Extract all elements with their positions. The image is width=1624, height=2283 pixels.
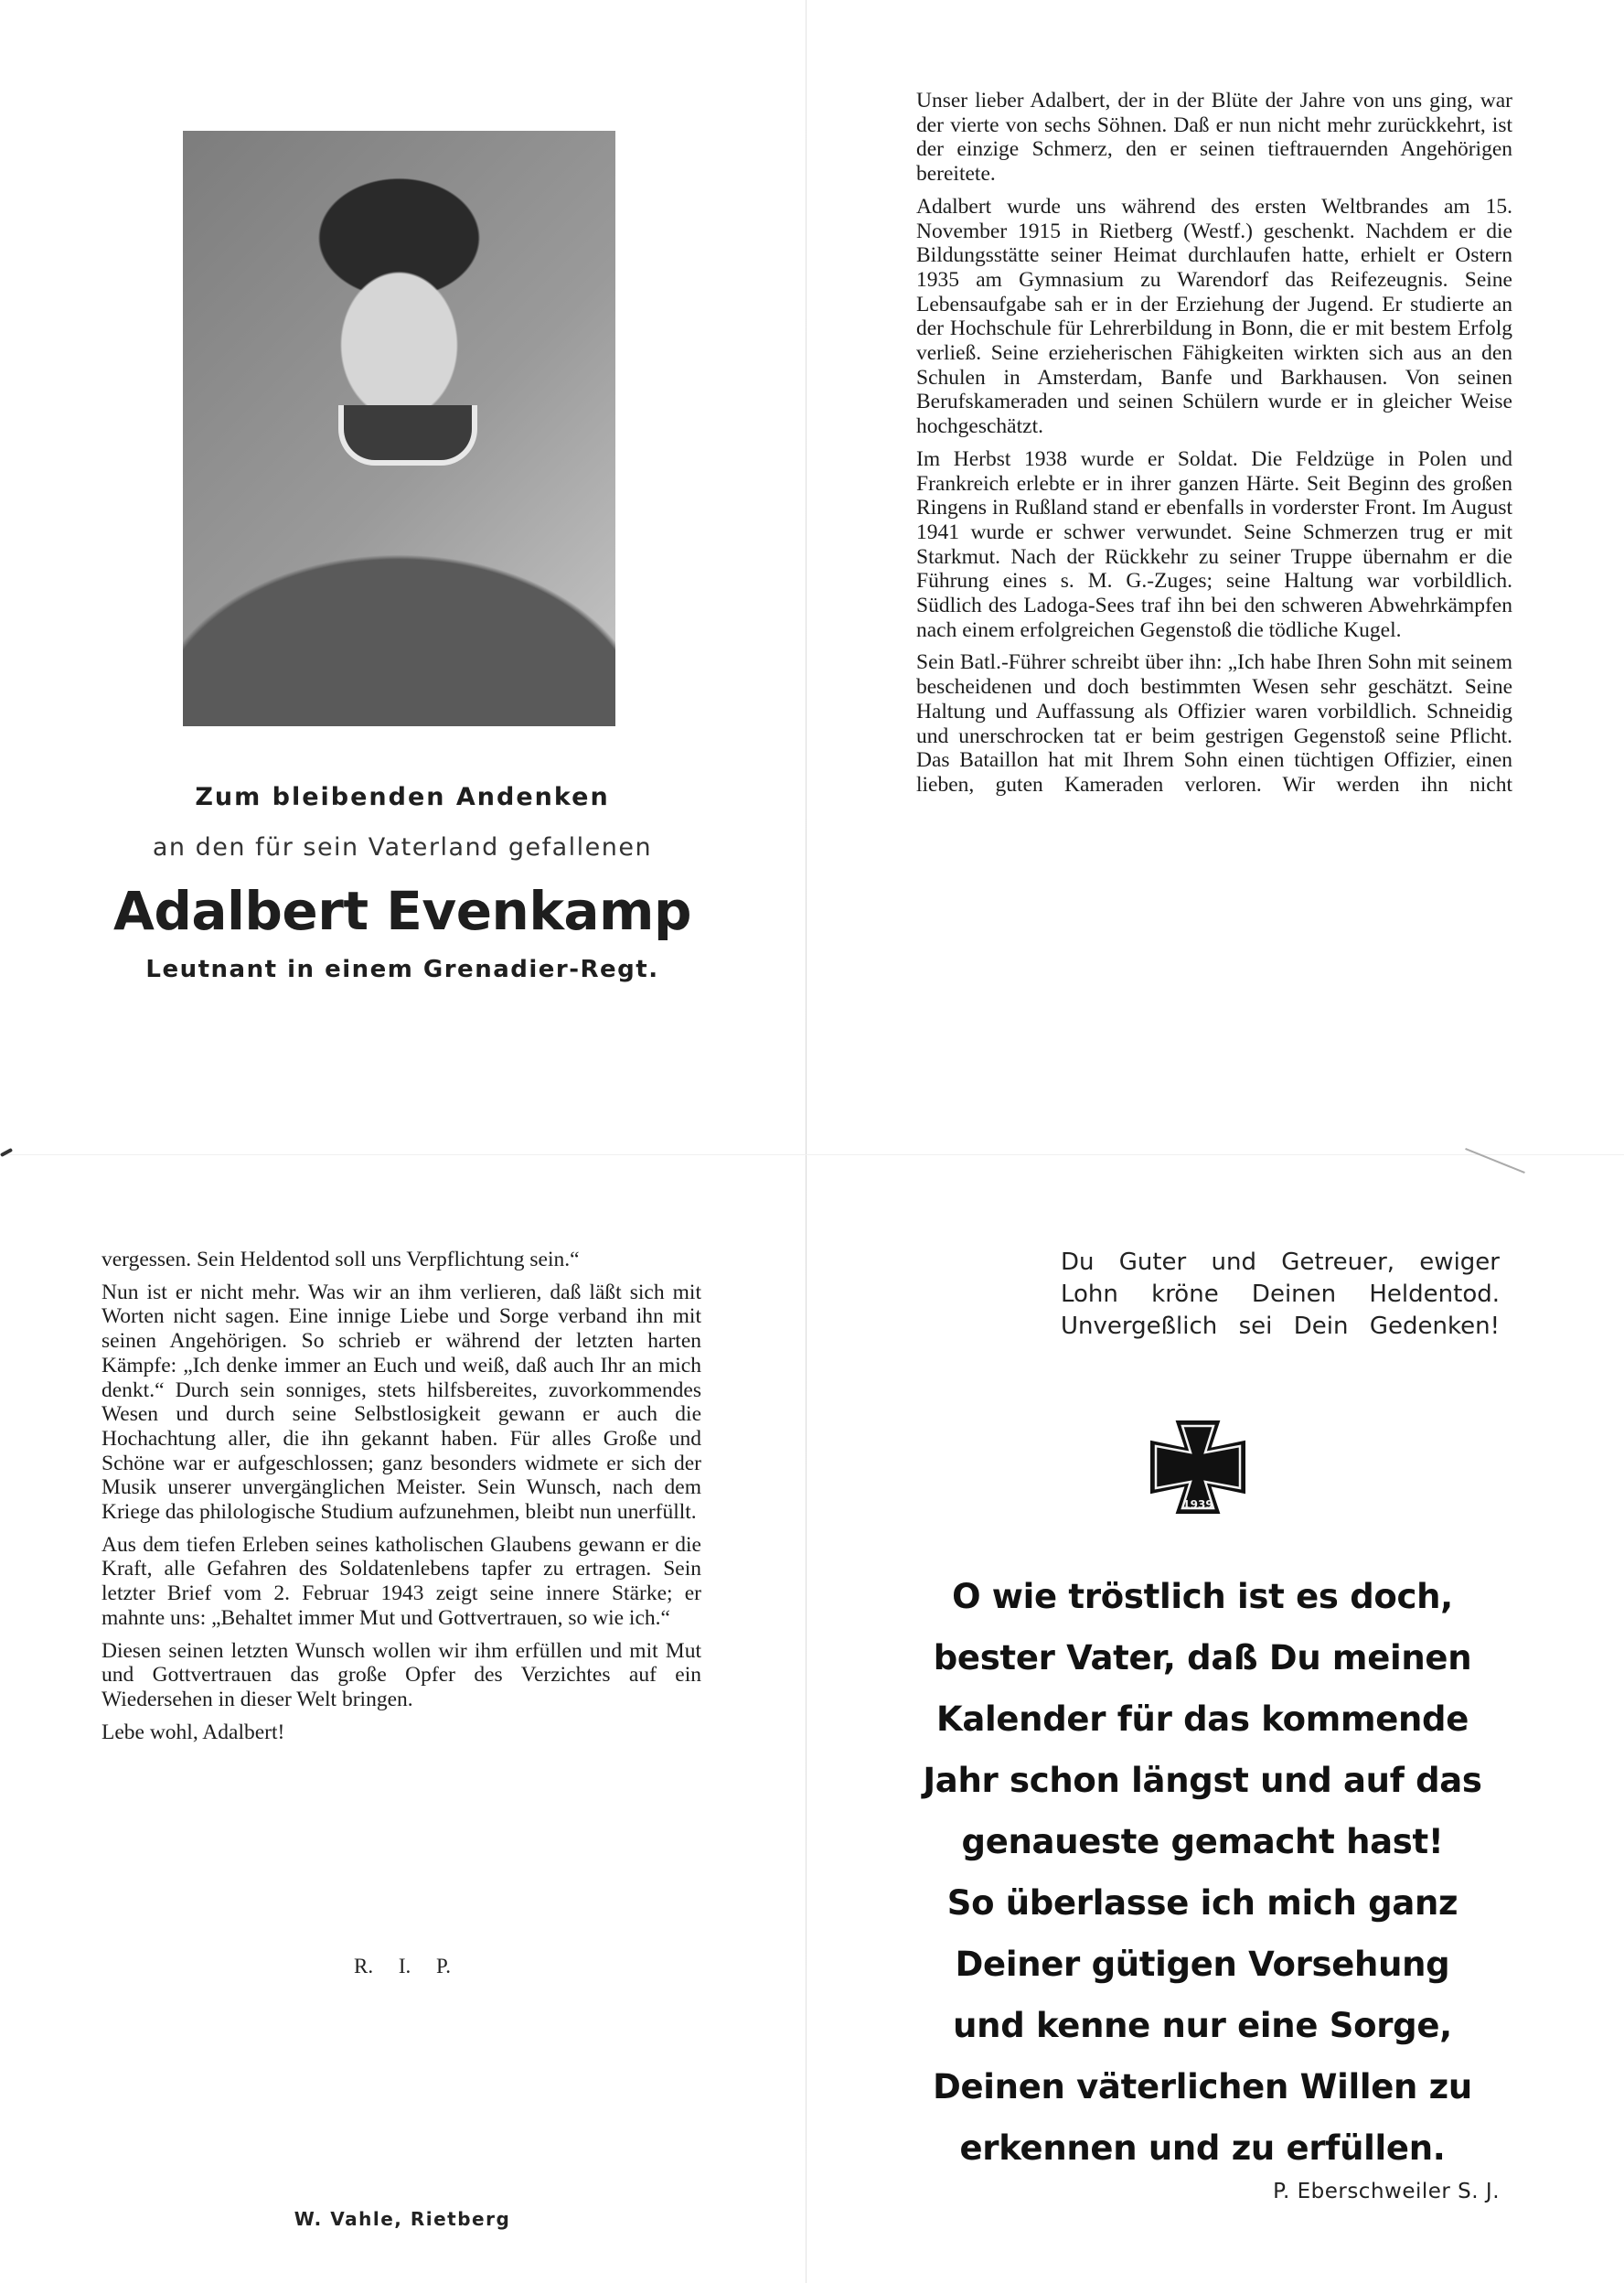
remembrance-paragraph: vergessen. Sein Heldentod soll uns Verpflichtung sein.“ <box>102 1248 580 1271</box>
biography-paragraph: Unser lieber Adalbert, der in der Blüte der Jahre von uns ging, war der vierte von sechs Söhnen. Daß er nun nicht mehr zurückkehrt, ist der einzige Schmerz, den er seinen tieftrauernden Angehörigen bereitete. <box>916 89 1512 187</box>
prayer-line: genaueste gemacht hast! <box>961 1822 1444 1861</box>
prayer-line: Jahr schon längst und auf das <box>923 1761 1482 1800</box>
center-fold-line <box>806 0 807 2283</box>
prayer-line: O wie tröstlich ist es doch, <box>952 1577 1453 1616</box>
verse-line: Unvergeßlich sei Dein Gedenken! <box>1061 1313 1500 1340</box>
prayer-line: Deinen väterlichen Willen zu <box>933 2067 1472 2106</box>
deceased-rank: Leutnant in einem Grenadier-Regt. <box>145 956 659 983</box>
prayer-line: und kenne nur eine Sorge, <box>953 2006 1452 2045</box>
prayer-line: bester Vater, daß Du meinen <box>933 1638 1472 1677</box>
panel-remembrance <box>102 1248 701 1752</box>
prayer-text <box>914 1566 1490 2179</box>
horizontal-fold-line <box>0 1154 1624 1155</box>
dedication-heading: Zum bleibenden Andenken <box>195 783 610 811</box>
uniform-collar <box>338 405 477 466</box>
deceased-name: Adalbert Evenkamp <box>112 880 692 942</box>
remembrance-paragraph: Aus dem tiefen Erleben seines katholischen Glaubens gewann er die Kraft, alle Gefahren des Soldatenlebens tapfer zu ertragen. Sein letzter Brief vom 2. Februar 1943 zeigt seine innere Stärke; er mahnte uns: „Behaltet immer Mut und Gottvertrauen, so wie ich.“ <box>102 1532 701 1630</box>
farewell-line: Lebe wohl, Adalbert! <box>102 1720 285 1744</box>
paper-edge-mark <box>1465 1148 1525 1174</box>
remembrance-paragraph: Nun ist er nicht mehr. Was wir an ihm verlieren, daß läßt sich mit Worten nicht sagen. Eine innige Liebe und Sorge verband ihn mit seinen Angehörigen. So schrieb er während der letzten harten Kämpfe: „Ich denke immer an Euch und weiß, daß auch Ihr an mich denkt.“ Durch sein sonniges, stets hilfsbereites, zuvorkommendes Wesen und durch seine Selbstlosigkeit gewann er auch die Hochachtung aller, die ihn gekannt haben. Für alles Große und Schöne war er aufgeschlossen; ganz besonders widmete er sich der Musik unserer unvergänglichen Meister. Sein Wunsch, nach dem Kriege das philologische Studium aufzunehmen, bleibt nun unerfüllt. <box>102 1280 701 1525</box>
rip-mark: R. I. P. <box>354 1955 451 1978</box>
dedication-subheading: an den für sein Vaterland gefallenen <box>152 833 653 862</box>
biography-paragraph: Im Herbst 1938 wurde er Soldat. Die Feldzüge in Polen und Frankreich erlebte er in ihrer ganzen Härte. Seit Beginn des großen Ringens in Rußland stand er ebenfalls in vorderster Front. Im August 1941 wurde er schwer verwundet. Seine Schmerzen trug er mit Starkmut. Nach der Rückkehr zu seiner Truppe übernahm er die Führung eines s. M. G.-Zuges; seine Haltung war vorbildlich. Südlich des Ladoga-Sees traf ihn bei den schweren Abwehrkämpfen nach einem erfolgreichen Gegenstoß die tödliche Kugel. <box>916 446 1512 642</box>
prayer-line: Kalender für das kommende <box>935 1699 1469 1739</box>
printer-imprint: W. Vahle, Rietberg <box>294 2208 511 2230</box>
prayer-line: Deiner gütigen Vorsehung <box>955 1945 1450 1984</box>
prayer-line: erkennen und zu erfüllen. <box>959 2128 1446 2168</box>
biography-paragraph: Sein Batl.-Führer schreibt über ihn: „Ich habe Ihren Sohn mit seinem bescheidenen und doch bestimmten Wesen sehr geschätzt. Seine Haltung und Auffassung als Offizier waren vorbildlich. Schneidig und unerschrocken tat er beim gestrigen Gegenstoß seine Pflicht. Das Bataillon hat mit Ihrem Sohn einen tüchtigen Offizier, einen lieben, guten Kameraden verloren. Wir werden ihn nicht <box>916 650 1512 797</box>
prayer-attribution: P. Eberschweiler S. J. <box>1273 2180 1500 2203</box>
prayer-line: So überlasse ich mich ganz <box>946 1883 1458 1923</box>
verse-line: Du Guter und Getreuer, ewiger <box>1061 1249 1500 1276</box>
portrait-photo <box>183 131 615 726</box>
verse-line: Lohn kröne Deinen Heldentod. <box>1061 1281 1500 1308</box>
panel-biography <box>916 89 1512 806</box>
paper-edge-mark <box>0 1148 13 1157</box>
biography-paragraph: Adalbert wurde uns während des ersten Weltbrandes am 15. November 1915 in Rietberg (Westf.) geschenkt. Nachdem er die Bildungsstätte seiner Heimat durchlaufen hatte, erhielt er Ostern 1935 am Gymnasium zu Warendorf das Reifezeugnis. Seine Lebensaufgabe sah er in der Erziehung der Jugend. Er studierte an der Hochschule für Lehrerbildung in Bonn, die er mit bestem Erfolg verließ. Seine erzieherischen Fähigkeiten wirkten sich aus an den Schulen in Amsterdam, Banfe und Barkhausen. Von seinen Berufskameraden und seinen Schülern wurde er in gleicher Weise hochgeschätzt. <box>916 194 1512 439</box>
cross-year: 1939 <box>1182 1498 1213 1511</box>
remembrance-paragraph: Diesen seinen letzten Wunsch wollen wir ihm erfüllen und mit Mut und Gottvertrauen das große Opfer des Verzichtes auf ein Wiedersehen in dieser Welt bringen. <box>102 1638 701 1711</box>
memorial-verse <box>1061 1247 1500 1343</box>
iron-cross-icon <box>1149 1420 1246 1515</box>
